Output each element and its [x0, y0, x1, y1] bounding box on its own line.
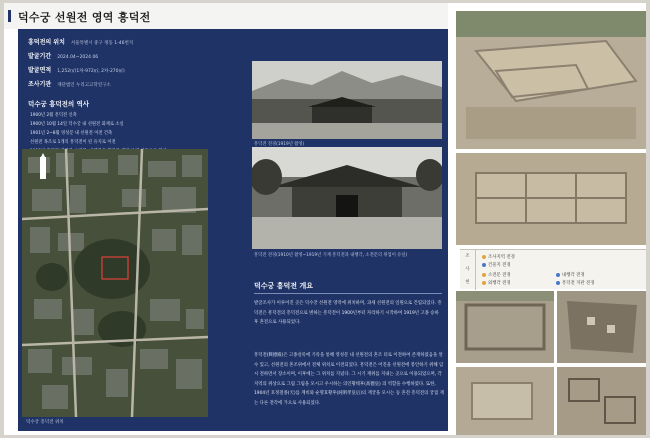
legend-label: 외행각 전경: [488, 281, 511, 286]
legend-item: [482, 272, 511, 278]
excavation-photo-stone-wall: [456, 291, 554, 363]
info-value: 1,252㎡(1차-972㎡, 2차-270㎡): [57, 69, 125, 74]
info-key: 흥덕전의 위치: [28, 39, 65, 46]
info-row: [28, 79, 240, 93]
legend-side-char: 현: [465, 280, 470, 285]
history-item: 1900년 10월 14일 덕수궁 내 선원전 화재로 소실: [30, 122, 124, 127]
summary-paragraph: 발굴조사가 이루어진 곳은 덕수궁 선원전 영역에 위치하며, 과세 선원전의 일원으로 건립되었다. 흥덕전은 흥덕전의 흥덕전으로 변하는 흥덕전이 1900년부터 자리하기 시작하여 1919년 고종 승하 후 혼전으로 사용되었다.: [254, 301, 442, 326]
legend-side-char: 사: [465, 267, 470, 272]
history-item: 선원전 목조로 1개의 흥덕전이 된 유지로 이전: [30, 140, 116, 145]
legend-item: [482, 280, 511, 286]
legend-dot-icon: [482, 281, 486, 285]
excavation-photo-ground: [456, 367, 554, 435]
info-value: 2024.04~2024.06: [57, 55, 99, 60]
history-item: 1900년 2월 흥덕전 신축: [30, 113, 77, 118]
legend-item: [556, 280, 594, 286]
divider: [254, 293, 442, 294]
info-row: [28, 37, 240, 51]
historic-photo-gate: [252, 147, 442, 249]
map-caption: 덕수궁 흥덕전 위치: [26, 420, 64, 425]
summary-heading: 덕수궁 흥덕전 개요: [254, 282, 313, 290]
info-row: [28, 51, 240, 65]
excavation-photo-overview: [456, 11, 646, 149]
info-key: 조사기관: [28, 81, 52, 88]
legend-label: 건물지 전경: [488, 263, 511, 268]
legend-side-label: [460, 250, 476, 290]
excavation-photo-trench: [557, 291, 646, 363]
legend-dot-icon: [556, 273, 560, 277]
page-title: 덕수궁 선원전 영역 흥덕전: [18, 11, 151, 24]
excavation-photo-foundation-detail: [557, 367, 646, 435]
photo-caption: 흥덕전 전경(1919년 촬영): [254, 142, 305, 147]
main-panel: [18, 29, 448, 431]
photo-caption: 흥덕전 전경(1910년 촬영~1919년 기재 흥덕전과 내행각, 소전문의 위업이 유실): [254, 253, 408, 258]
legend-item: [482, 262, 511, 268]
legend-label: 흥덕전 지관 전경: [562, 281, 595, 286]
summary-paragraph: 흥덕전(興德殿)은 고종실록에 기록을 통해 영성문 내 선원전의 혼조 터로 이전하여 존재하였음을 알 수 있고, 선원전의 혼조위에서 전체 위치로 이전되었다. 흥덕전은 어진을 선원전에 봉안하기 위해 임시 전하면서 장소이며, 이후에는 그 위치를 지녔다. 그 시기 재위를 지내는 곳으로 이용되었으며, 각 지역의 위상으로 그림 그림을 모시고 우시하는 의인황태후(高德皇) 의 역할을 수행하였다. 또한, 1904년 호정철종(天)를 계비와 순명효황후(純明孝皇后)의 재궁을 모시는 등 혼전 흥덕전의 궁궐 재는 다른 전각에 가으로 사용되었다.: [254, 353, 444, 406]
legend-dot-icon: [482, 263, 486, 267]
legend-item: [556, 272, 585, 278]
legend-label: 소전문 전경: [488, 273, 511, 278]
legend-dot-icon: [556, 281, 560, 285]
title-accent-bar: [8, 10, 11, 22]
aerial-map-image: [22, 149, 208, 417]
history-item: 1901년 2~8월 영성문 내 선원전 이전 건축: [30, 131, 113, 136]
site-info: [28, 37, 240, 157]
legend-side-char: 조: [465, 254, 470, 259]
historic-photo-palace-hill: [252, 61, 442, 139]
info-key: 발굴면적: [28, 67, 52, 74]
legend-label: 조사지역 전경: [488, 255, 515, 260]
legend-dot-icon: [482, 255, 486, 259]
legend-dot-icon: [482, 273, 486, 277]
info-value: 재단법인 누리고고학연구소: [57, 83, 111, 88]
history-heading: 덕수궁 흥덕전의 역사: [28, 100, 90, 108]
legend-label: 내행각 전경: [562, 273, 585, 278]
header: [4, 3, 448, 29]
exhibit-panel-page: [4, 3, 646, 435]
info-key: 발굴기간: [28, 53, 52, 60]
excavation-photo-foundation: [456, 153, 646, 245]
info-row: [28, 65, 240, 79]
legend-item: [482, 254, 515, 260]
legend-box: [460, 249, 646, 289]
info-value: 서울특별시 중구 정동 1-46번지: [70, 41, 134, 46]
